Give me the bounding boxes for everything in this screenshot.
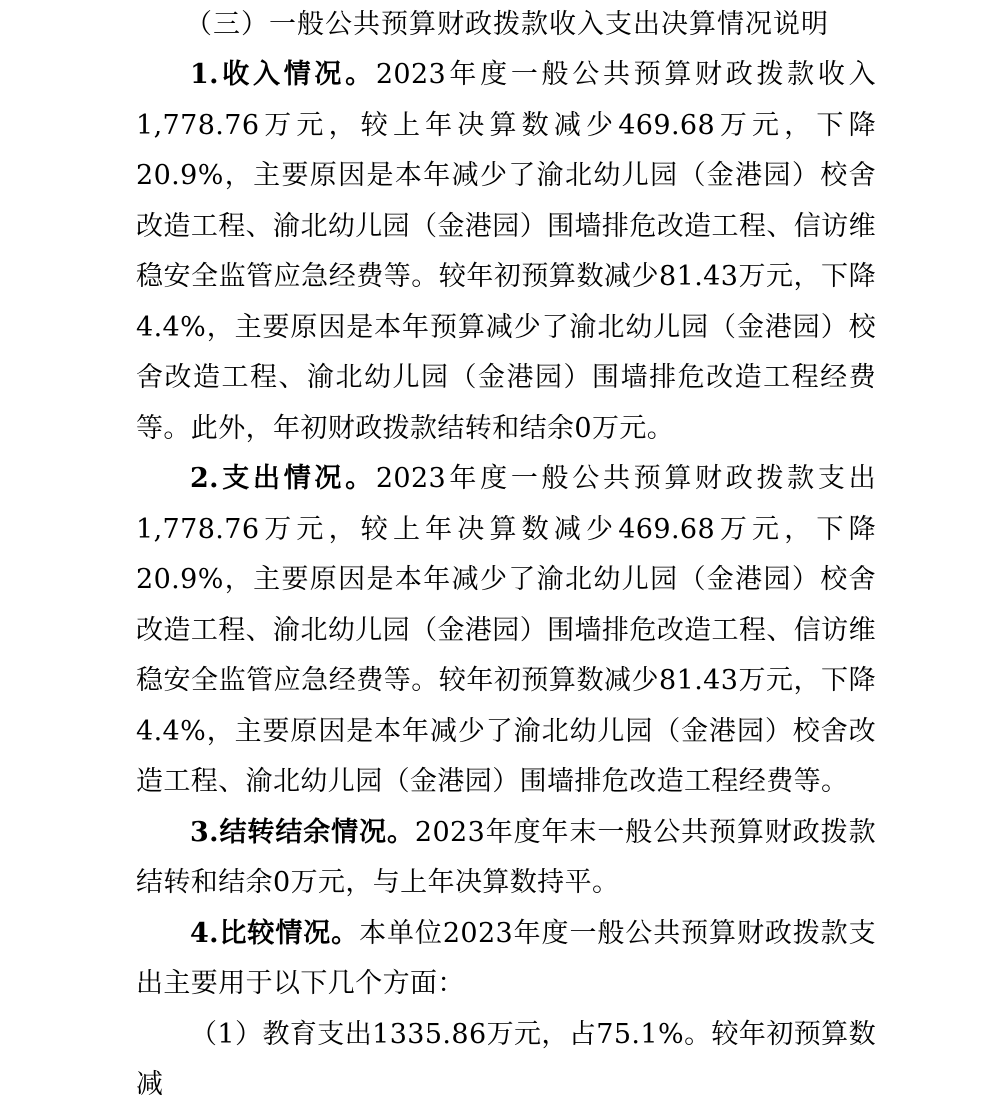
paragraph-lead: 3.结转结余情况。 <box>190 816 415 848</box>
paragraph-lead: 1.收入情况。 <box>190 59 376 90</box>
paragraph-lead: 2.支出情况。 <box>190 463 376 494</box>
paragraph-expenditure <box>136 454 876 808</box>
section-title: （三）一般公共预算财政拨款收入支出决算情况说明 <box>185 9 829 40</box>
paragraph-income <box>136 50 876 454</box>
paragraph-body: 本单位2023年度一般公共预算财政拨款支出主要用于以下几个方面： <box>136 917 876 999</box>
sub-item-education: （1）教育支出1335.86万元，占75.1%。较年初预算数减 <box>136 1018 876 1100</box>
paragraph-body: 2023年度一般公共预算财政拨款收入1,778.76万元，较上年决算数减少469.68万元，下降20.9%，主要原因是本年减少了渝北幼儿园（金港园）校舍改造工程、渝北幼儿园（金港园）围墙排危改造工程、信访维稳安全监管应急经费等。较年初预算数减少81.43万元，下降4.4%，主要原因是本年预算减少了渝北幼儿园（金港园）校舍改造工程、渝北幼儿园（金港园）围墙排危改造工程经费等。此外，年初财政拨款结转和结余0万元。 <box>136 59 876 444</box>
paragraph-carryover <box>136 808 876 909</box>
paragraph-comparison <box>136 909 876 1010</box>
paragraph-lead: 4.比较情况。 <box>190 917 360 949</box>
paragraph-body: 2023年度年末一般公共预算财政拨款结转和结余0万元，与上年决算数持平。 <box>136 816 876 898</box>
document-page <box>136 0 876 1111</box>
paragraph-body: 2023年度一般公共预算财政拨款支出1,778.76万元，较上年决算数减少469.68万元，下降20.9%，主要原因是本年减少了渝北幼儿园（金港园）校舍改造工程、渝北幼儿园（金港园）围墙排危改造工程、信访维稳安全监管应急经费等。较年初预算数减少81.43万元，下降4.4%，主要原因是本年减少了渝北幼儿园（金港园）校舍改造工程、渝北幼儿园（金港园）围墙排危改造工程经费等。 <box>136 463 876 797</box>
